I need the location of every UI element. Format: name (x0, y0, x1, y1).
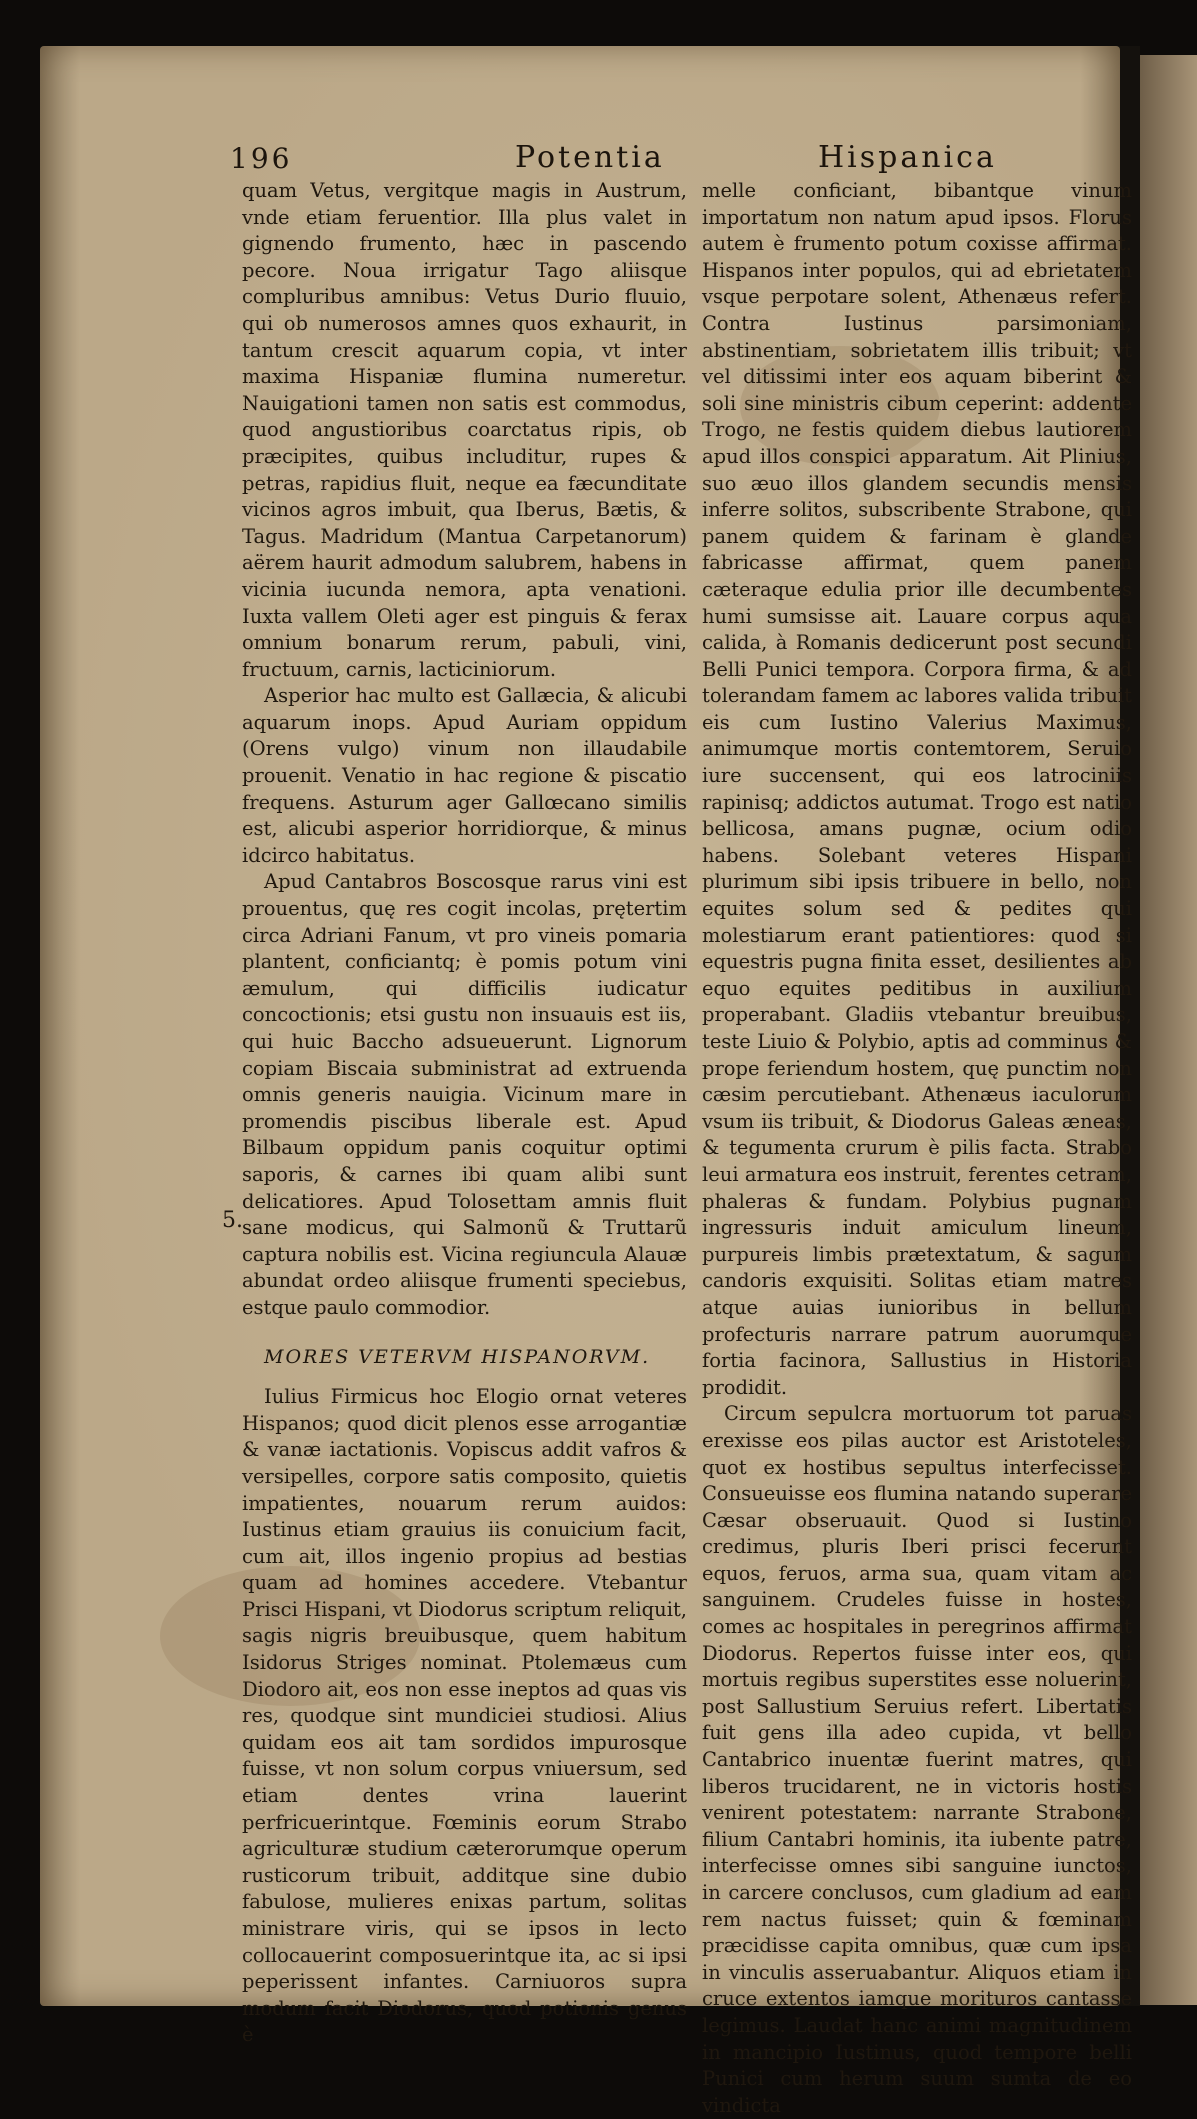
paragraph: Apud Cantabros Boscosque rarus vini est prouentus, quę res cogit incolas, prętertim circa Adriani Fanum, vt pro vineis pomaria plantent, conficiantq; è pomis potum vini æmulum, qui difficilis iudicatur concoctionis; etsi gustu non insuauis est iis, qui huic Baccho adsueuerunt. Lignorum copiam Biscaia subministrat ad extruenda omnis generis nauigia. Vicinum mare in promendis piscibus liberale est. Apud Bilbaum oppidum panis coquitur optimi saporis, & carnes ibi quam alibi sunt delicatiores. Apud Tolosettam amnis fluit sane modicus, qui Salmonũ & Truttarũ captura nobilis est. Vicina regiuncula Alauæ abundat ordeo aliisque frumenti speciebus, estque paulo commodior. (242, 870, 687, 1319)
paragraph: Iulius Firmicus hoc Elogio ornat veteres Hispanos; quod dicit plenos esse arrogantiæ & vanæ iactationis. Vopiscus addit vafros & versipelles, corpore satis composito, quietis impatientes, nouarum rerum auidos: Iustinus etiam grauius iis conuicium facit, cum ait, illos ingenio propius ad bestias quam ad homines accedere. Vtebantur Prisci Hispani, vt Diodorus scriptum reliquit, sagis nigris breuibusque, quem habitum Isidorus Striges nominat. Ptolemæus cum Diodoro ait, eos non esse ineptos ad quas vis res, quodque sint mundiciei studiosi. Alius quidam eos ait tam sordidos impurosque fuisse, vt non solum corpus vniuersum, sed etiam dentes vrina lauerint perfricuerintque. Fœminis eorum Strabo agriculturæ studium cæterorumque operum rusticorum tribuit, additque sine dubio fabulose, mulieres enixas partum, solitas ministrare viris, qui se ipsos in lecto collocauerint composuerintque ita, ac si ipsi peperissent infantes. Carniuoros supra modum facit Diodorus, quod potionis genus è (242, 1385, 687, 2047)
running-header (230, 140, 1110, 180)
running-title-right: Hispanica (818, 140, 997, 175)
paragraph: Asperior hac multo est Gallæcia, & alicubi aquarum inops. Apud Auriam oppidum (Orens vulgo) vinum non illaudabile prouenit. Venatio in hac regione & piscatio frequens. Asturum ager Gallœcano similis est, alicubi asperior horridiorque, & minus idcirco habitatus. (242, 684, 687, 867)
margin-number: 5. (222, 1208, 243, 1233)
right-column (702, 178, 1132, 2119)
paragraph: melle conficiant, bibantque vinum importatum non natum apud ipsos. Florus autem è frumento potum coxisse affirmat. Hispanos inter populos, qui ad ebrietatem vsque perpotare solent, Athenæus refert. Contra Iustinus parsimoniam, abstinentiam, sobrietatem illis tribuit; vt vel ditissimi inter eos aquam biberint & soli sine ministris cibum ceperint: addente Trogo, ne festis quidem diebus lautiorem apud illos conspici apparatum. Ait Plinius, suo æuo illos glandem secundis mensis inferre solitos, subscribente Strabone, qui panem quidem & farinam è glande fabricasse affirmat, quem panem cæteraque edulia prior ille decumbentes humi sumsisse ait. Lauare corpus aqua calida, à Romanis dedicerunt post secundi Belli Punici tempora. Corpora firma, & ad tolerandam famem ac labores valida tribuit eis cum Iustino Valerius Maximus, animumque mortis contemtorem, Seruio iure succensent, qui eos latrociniis rapinisq; addictos autumat. Trogo est natio bellicosa, amans pugnæ, ocium odio habens. Solebant veteres Hispani plurimum sibi ipsis tribuere in bello, non equites solum sed & pedites qui molestiarum erant patientiores: quod si equestris pugna finita esset, desilientes ab equo equites peditibus in auxilium properabant. Gladiis vtebantur breuibus, teste Liuio & Polybio, aptis ad comminus & prope feriendum hostem, quę punctim non cæsim percutiebant. Athenæus iaculorum vsum iis tribuit, & Diodorus Galeas æneas, & tegumenta crurum è pilis facta. Strabo leui armatura eos instruit, ferentes cetram, phaleras & fundam. Polybius pugnam ingressuris induit amiculum lineum, purpureis limbis prætextatum, & sagum candoris exquisiti. Solitas etiam matres atque auias iunioribus in bellum profecturis narrare patrum auorumque fortia facinora, Sallustius in Historia prodidit. (702, 179, 1132, 1399)
paragraph: Circum sepulcra mortuorum tot paruas erexisse eos pilas auctor est Aristoteles, quot ex hostibus sepultus interfecisset. Consueuisse eos flumina natando superare Cæsar obseruauit. Quod si Iustino credimus, pluris Iberi prisci fecerunt equos, feruos, arma sua, quam vitam ac sanguinem. Crudeles fuisse in hostes, comes ac hospitales in peregrinos affirmat Diodorus. Repertos fuisse inter eos, qui mortuis regibus superstites esse noluerint, post Sallustium Seruius refert. Libertatis fuit gens illa adeo cupida, vt bello Cantabrico inuentæ fuerint matres, qui liberos trucidarent, ne in victoris hostis venirent potestatem: narrante Strabone, filium Cantabri hominis, ita iubente patre, interfecisse omnes sibi sanguine iunctos, in carcere conclusos, cum gladium ad eam rem nactus fuisset; quin & fœminam præcidisse capita omnibus, quæ cum ipsa in vinculis asseruabantur. Aliquos etiam in cruce extentos iamque morituros cantasse legimus. Laudat hanc animi magnitudinem in mancipio Iustinus, quod tempore belli Punici cum herum suum sumta de eo vindicta (702, 1402, 1132, 2117)
section-heading: MORES VETERVM HISPANORVM. (264, 1345, 651, 1368)
page-number: 196 (230, 142, 293, 175)
running-title-left: Potentia (515, 140, 665, 175)
adjacent-page-edge (1140, 55, 1197, 2005)
left-column (242, 178, 687, 2049)
paragraph: quam Vetus, vergitque magis in Austrum, vnde etiam feruentior. Illa plus valet in gignendo frumento, hæc in pascendo pecore. Noua irrigatur Tago aliisque compluribus amnibus: Vetus Durio fluuio, qui ob numerosos amnes quos exhaurit, in tantum crescit aquarum copia, vt inter maxima Hispaniæ flumina numeretur. Nauigationi tamen non satis est commodus, quod angustioribus coarctatus ripis, ob præcipites, quibus includitur, rupes & petras, rapidius fluit, neque ea fæcunditate vicinos agros imbuit, qua Iberus, Bætis, & Tagus. Madridum (Mantua Carpetanorum) aërem haurit admodum salubrem, habens in vicinia iucunda nemora, apta venationi. Iuxta vallem Oleti ager est pinguis & ferax omnium bonarum rerum, pabuli, vini, fructuum, carnis, lacticiniorum. (242, 179, 687, 681)
